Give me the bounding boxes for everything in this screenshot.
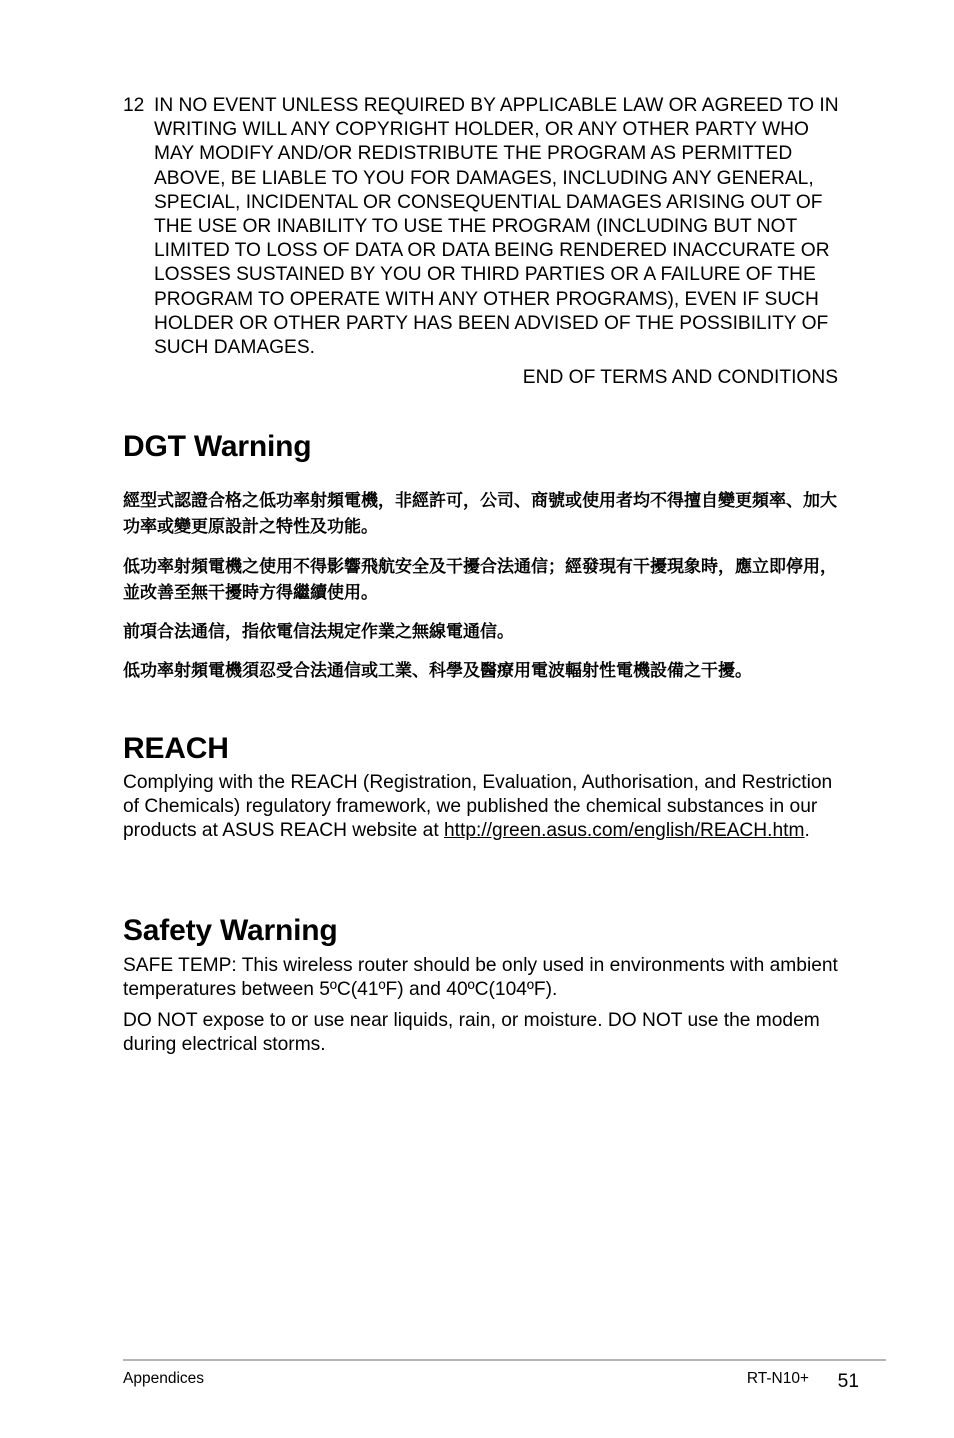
reach-heading: REACH — [123, 732, 229, 765]
reach-trailing-period: . — [804, 820, 810, 842]
end-of-terms-note: END OF TERMS AND CONDITIONS — [522, 367, 838, 388]
reach-text: Complying with the REACH (Registration, Evaluation, Authorisation, and Restriction of Chemicals) regulatory framework, we published the chemical substances in our products at ASUS REACH website at — [123, 772, 833, 842]
license-clause-12 — [123, 94, 843, 360]
reach-paragraph — [123, 771, 843, 844]
safety-paragraph: SAFE TEMP: This wireless router should be only used in environments with ambient temperatures between 5ºC(41ºF) and 40ºC(104ºF). — [123, 955, 838, 1001]
dgt-paragraph: 低功率射頻電機須忍受合法通信或工業、科學及醫療用電波輻射性電機設備之干擾。 — [123, 661, 752, 681]
footer-model-name: RT-N10+ — [746, 1370, 809, 1387]
dgt-warning-heading: DGT Warning — [123, 430, 312, 463]
dgt-paragraph: 前項合法通信，指依電信法規定作業之無線電通信。 — [123, 622, 514, 642]
clause-number: 12 — [123, 95, 145, 116]
dgt-paragraph: 低功率射頻電機之使用不得影響飛航安全及干擾合法通信；經發現有干擾現象時，應立即停用，並改善至無干擾時方得繼續使用。 — [123, 557, 837, 603]
safety-paragraph: DO NOT expose to or use near liquids, rain, or moisture. DO NOT use the modem during electrical storms. — [123, 1010, 820, 1056]
reach-website-link[interactable]: http://green.asus.com/english/REACH.htm — [444, 820, 805, 842]
dgt-paragraph: 經型式認證合格之低功率射頻電機，非經許可，公司、商號或使用者均不得擅自變更頻率、加大功率或變更原設計之特性及功能。 — [123, 491, 837, 537]
footer-divider — [123, 1359, 886, 1361]
clause-text: IN NO EVENT UNLESS REQUIRED BY APPLICABLE LAW OR AGREED TO IN WRITING WILL ANY COPYRIGHT HOLDER, OR ANY OTHER PARTY WHO MAY MODIFY AND/OR REDISTRIBUTE THE PROGRAM AS PERMITTED ABOVE, BE LIABLE TO YOU FOR DAMAGES, INCLUDING ANY GENERAL, SPECIAL, INCIDENTAL OR CONSEQUENTIAL DAMAGES ARISING OUT OF THE USE OR INABILITY TO USE THE PROGRAM (INCLUDING BUT NOT LIMITED TO LOSS OF DATA OR DATA BEING RENDERED INACCURATE OR LOSSES SUSTAINED BY YOU OR THIRD PARTIES OR A FAILURE OF THE PROGRAM TO OPERATE WITH ANY OTHER PROGRAMS), EVEN IF SUCH HOLDER OR OTHER PARTY HAS BEEN ADVISED OF THE POSSIBILITY OF SUCH DAMAGES. — [154, 95, 839, 359]
footer-page-number: 51 — [837, 1371, 859, 1392]
footer-section-label: Appendices — [123, 1370, 205, 1387]
safety-warning-heading: Safety Warning — [123, 914, 338, 947]
